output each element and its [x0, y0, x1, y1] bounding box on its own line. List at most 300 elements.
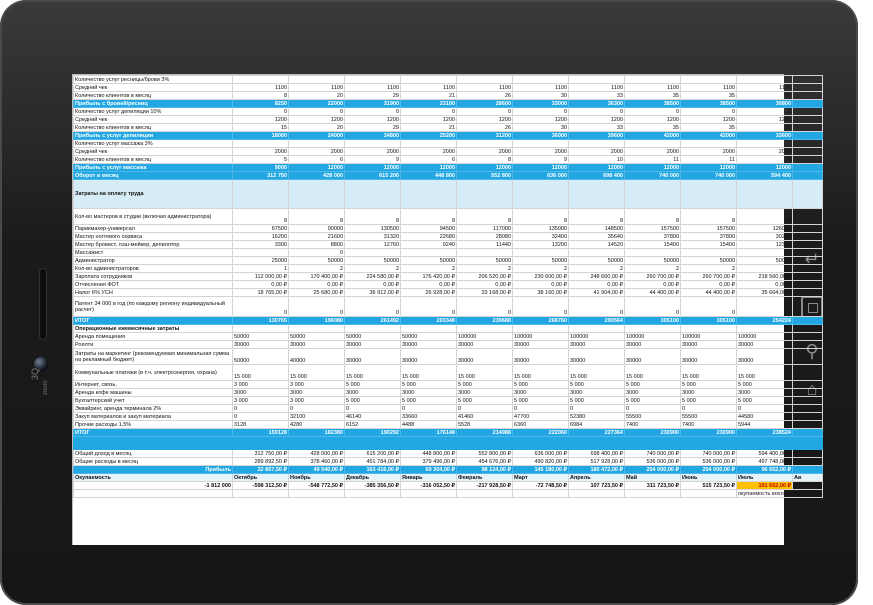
table-cell[interactable]: 30000	[401, 341, 457, 349]
table-cell[interactable]: 5 000	[345, 381, 401, 389]
table-cell[interactable]: 8	[401, 209, 457, 225]
table-cell[interactable]	[793, 349, 823, 365]
table-cell[interactable]: 50000	[737, 257, 793, 265]
table-cell[interactable]: 552 800	[457, 172, 513, 180]
table-cell[interactable]: 163 416,00 ₽	[345, 466, 401, 474]
table-cell[interactable]	[737, 180, 793, 209]
table-cell[interactable]: 1	[233, 265, 289, 273]
table-cell[interactable]: 10	[569, 156, 625, 164]
table-cell[interactable]: 22 857,50 ₽	[233, 466, 289, 474]
table-cell[interactable]: 50000	[345, 257, 401, 265]
table-cell[interactable]	[401, 76, 457, 84]
row-label[interactable]: Затраты на оплату труда	[74, 180, 233, 209]
table-cell[interactable]	[457, 437, 513, 450]
table-cell[interactable]: 2000	[569, 148, 625, 156]
table-cell[interactable]: 0	[401, 405, 457, 413]
table-cell[interactable]: 740 000,00 ₽	[625, 450, 681, 458]
table-cell[interactable]: 312 750	[233, 172, 289, 180]
table-cell[interactable]: 497 748,00 ₽	[737, 458, 793, 466]
table-cell[interactable]	[793, 289, 823, 297]
table-cell[interactable]: 3000	[457, 389, 513, 397]
table-cell[interactable]	[401, 140, 457, 148]
table-cell[interactable]: 5 000	[737, 381, 793, 389]
table-cell[interactable]: 42000	[681, 132, 737, 140]
row-label[interactable]	[74, 437, 233, 450]
table-cell[interactable]: 222060	[513, 429, 569, 437]
table-cell[interactable]: 12000	[681, 164, 737, 172]
row-label[interactable]: Закуп материалов и закуп материала	[74, 413, 233, 421]
table-cell[interactable]: 50000	[233, 349, 289, 365]
table-cell[interactable]	[793, 325, 823, 333]
table-cell[interactable]: 218 560,00 ₽	[737, 273, 793, 281]
table-cell[interactable]: 3000	[233, 389, 289, 397]
table-cell[interactable]: 4488	[401, 421, 457, 429]
table-cell[interactable]: 55500	[625, 413, 681, 421]
table-cell[interactable]: 0,00 ₽	[681, 281, 737, 289]
table-cell[interactable]: 24000	[289, 132, 345, 140]
payback-cell[interactable]: -72 748,50 ₽	[513, 482, 569, 490]
table-cell[interactable]: 594 400,00 ₽	[737, 450, 793, 458]
table-cell[interactable]: 14520	[569, 241, 625, 249]
table-cell[interactable]: 30000	[681, 341, 737, 349]
table-cell[interactable]	[401, 437, 457, 450]
table-cell[interactable]: 15	[233, 124, 289, 132]
table-cell[interactable]: 30	[513, 124, 569, 132]
table-cell[interactable]	[345, 437, 401, 450]
table-cell[interactable]: 8800	[289, 241, 345, 249]
table-cell[interactable]	[513, 249, 569, 257]
table-cell[interactable]: 2000	[345, 148, 401, 156]
table-cell[interactable]: 1200	[737, 116, 793, 124]
row-label[interactable]: Операционные ежемесячные затраты	[74, 325, 233, 333]
table-cell[interactable]: 42000	[625, 132, 681, 140]
payback-label[interactable]: Окупаемость	[74, 474, 233, 482]
table-cell[interactable]: 180 472,00 ₽	[569, 466, 625, 474]
table-cell[interactable]: 454 676,00 ₽	[457, 458, 513, 466]
table-cell[interactable]: 12000	[401, 164, 457, 172]
table-cell[interactable]: 44580	[737, 413, 793, 421]
table-cell[interactable]: 8	[737, 156, 793, 164]
table-cell[interactable]: 2000	[233, 148, 289, 156]
table-cell[interactable]: 1200	[345, 116, 401, 124]
table-cell[interactable]	[737, 249, 793, 257]
table-cell[interactable]: 47700	[513, 413, 569, 421]
table-cell[interactable]	[737, 140, 793, 148]
table-cell[interactable]: 0	[513, 297, 569, 317]
table-cell[interactable]: 8	[233, 209, 289, 225]
table-cell[interactable]: 230900	[681, 429, 737, 437]
table-cell[interactable]: 698 400,00 ₽	[569, 450, 625, 458]
table-cell[interactable]: 148500	[569, 225, 625, 233]
table-cell[interactable]: 9	[513, 156, 569, 164]
table-cell[interactable]: 31900	[345, 100, 401, 108]
table-cell[interactable]: 35 664,00 ₽	[737, 289, 793, 297]
table-cell[interactable]: 0	[289, 297, 345, 317]
table-cell[interactable]	[289, 325, 345, 333]
table-cell[interactable]: 615 200,00 ₽	[345, 450, 401, 458]
table-cell[interactable]: 448 800	[401, 172, 457, 180]
table-cell[interactable]: 100000	[681, 333, 737, 341]
table-cell[interactable]: 50000	[401, 333, 457, 341]
table-cell[interactable]: 30000	[513, 341, 569, 349]
table-cell[interactable]: 2	[401, 265, 457, 273]
table-cell[interactable]: 38500	[625, 100, 681, 108]
table-cell[interactable]: 224 580,00 ₽	[345, 273, 401, 281]
table-cell[interactable]	[457, 76, 513, 84]
table-cell[interactable]: 159128	[233, 429, 289, 437]
table-cell[interactable]: 0	[625, 405, 681, 413]
table-cell[interactable]: 204 000,00 ₽	[625, 466, 681, 474]
table-cell[interactable]: 50000	[401, 257, 457, 265]
table-cell[interactable]: 552 800,00 ₽	[457, 450, 513, 458]
payback-cell[interactable]: -385 356,50 ₽	[345, 482, 401, 490]
table-cell[interactable]: 50000	[289, 257, 345, 265]
table-cell[interactable]: 740 000	[625, 172, 681, 180]
table-cell[interactable]: 8250	[233, 100, 289, 108]
table-cell[interactable]	[569, 490, 625, 498]
table-cell[interactable]: 203348	[401, 317, 457, 325]
table-cell[interactable]: 12000	[457, 164, 513, 172]
table-cell[interactable]	[233, 490, 289, 498]
table-cell[interactable]: 1200	[625, 116, 681, 124]
table-cell[interactable]: 5 000	[625, 397, 681, 405]
table-cell[interactable]: 1100	[289, 84, 345, 92]
row-label[interactable]: Прибыль с услуг депиляции	[74, 132, 233, 140]
table-cell[interactable]: 238524	[737, 429, 793, 437]
table-cell[interactable]: 7400	[625, 421, 681, 429]
table-cell[interactable]	[289, 140, 345, 148]
table-cell[interactable]: 112 000,00 ₽	[233, 273, 289, 281]
table-cell[interactable]: 0,00 ₽	[401, 281, 457, 289]
table-cell[interactable]: 3 000	[233, 381, 289, 389]
table-cell[interactable]	[345, 325, 401, 333]
table-cell[interactable]	[737, 325, 793, 333]
table-cell[interactable]: 3300	[233, 241, 289, 249]
month-header[interactable]: Октябрь	[233, 474, 289, 482]
table-cell[interactable]: 20	[289, 92, 345, 100]
table-cell[interactable]: 451 784,00 ₽	[345, 458, 401, 466]
table-cell[interactable]: 30240	[737, 233, 793, 241]
table-cell[interactable]: 0	[233, 413, 289, 421]
row-label[interactable]: Коммунальные платежи (в т.ч. электроэнергия, охрана)	[74, 365, 233, 381]
table-cell[interactable]: 5 000	[457, 397, 513, 405]
table-cell[interactable]: 15 000	[625, 365, 681, 381]
table-cell[interactable]	[74, 490, 233, 498]
table-cell[interactable]: 38 160,00 ₽	[513, 289, 569, 297]
table-cell[interactable]	[793, 76, 823, 84]
table-cell[interactable]: 35	[681, 124, 737, 132]
table-cell[interactable]: 2	[569, 265, 625, 273]
table-cell[interactable]	[289, 437, 345, 450]
table-cell[interactable]	[793, 124, 823, 132]
payback-start[interactable]: -1 812 000	[74, 482, 233, 490]
table-cell[interactable]: 8	[345, 209, 401, 225]
table-cell[interactable]	[233, 325, 289, 333]
table-cell[interactable]: 0	[457, 297, 513, 317]
table-cell[interactable]	[513, 437, 569, 450]
table-cell[interactable]: 0,00 ₽	[625, 281, 681, 289]
table-cell[interactable]: 1200	[569, 116, 625, 124]
row-label[interactable]: Количество клиентов в месяц	[74, 156, 233, 164]
table-cell[interactable]: 0	[625, 108, 681, 116]
table-cell[interactable]: 204 000,00 ₽	[681, 466, 737, 474]
table-cell[interactable]: 15 000	[681, 365, 737, 381]
table-cell[interactable]: 5 000	[401, 381, 457, 389]
table-cell[interactable]: 100000	[737, 333, 793, 341]
table-cell[interactable]	[457, 140, 513, 148]
row-label[interactable]: Мастер бровист, лэш-мейкер, депилятор	[74, 241, 233, 249]
table-cell[interactable]: 3 000	[289, 397, 345, 405]
table-cell[interactable]: 55500	[681, 413, 737, 421]
table-cell[interactable]: 38500	[681, 100, 737, 108]
table-cell[interactable]: 8	[513, 209, 569, 225]
table-cell[interactable]: 44 400,00 ₽	[681, 289, 737, 297]
table-cell[interactable]: 0	[457, 108, 513, 116]
table-cell[interactable]: 35	[681, 92, 737, 100]
table-cell[interactable]	[513, 490, 569, 498]
table-cell[interactable]	[793, 273, 823, 281]
row-label[interactable]: Отчисления ФОТ	[74, 281, 233, 289]
table-cell[interactable]: 26	[457, 92, 513, 100]
table-cell[interactable]: 157500	[681, 225, 737, 233]
table-cell[interactable]: 305100	[681, 317, 737, 325]
table-cell[interactable]	[793, 100, 823, 108]
table-cell[interactable]	[793, 397, 823, 405]
row-label[interactable]: Парикмахер-универсал	[74, 225, 233, 233]
table-cell[interactable]: 33 168,00 ₽	[457, 289, 513, 297]
table-cell[interactable]: 0	[289, 249, 345, 257]
row-label[interactable]: ИТОГ	[74, 317, 233, 325]
table-cell[interactable]: 1100	[457, 84, 513, 92]
table-cell[interactable]	[625, 325, 681, 333]
table-cell[interactable]: 30000	[513, 349, 569, 365]
table-cell[interactable]: 0	[401, 297, 457, 317]
table-cell[interactable]: 0,00 ₽	[233, 281, 289, 289]
table-cell[interactable]	[401, 180, 457, 209]
table-cell[interactable]	[401, 490, 457, 498]
table-cell[interactable]: 0	[457, 405, 513, 413]
payback-cell[interactable]: 101 652,00 ₽	[737, 482, 793, 490]
payback-cell[interactable]: -316 052,50 ₽	[401, 482, 457, 490]
table-cell[interactable]: 145 180,00 ₽	[513, 466, 569, 474]
table-cell[interactable]	[793, 381, 823, 389]
table-cell[interactable]: 0	[569, 405, 625, 413]
table-cell[interactable]: 6	[289, 156, 345, 164]
table-cell[interactable]: 9240	[401, 241, 457, 249]
row-label[interactable]: Кол-во администраторов	[74, 265, 233, 273]
table-cell[interactable]: 0	[681, 108, 737, 116]
table-cell[interactable]: 12000	[569, 164, 625, 172]
table-cell[interactable]	[233, 437, 289, 450]
table-cell[interactable]: 3128	[233, 421, 289, 429]
table-cell[interactable]: 448 800,00 ₽	[401, 450, 457, 458]
table-cell[interactable]: 536 000,00 ₽	[625, 458, 681, 466]
table-cell[interactable]: 35	[625, 92, 681, 100]
table-cell[interactable]: 50000	[513, 257, 569, 265]
table-cell[interactable]: 1200	[457, 116, 513, 124]
month-header[interactable]: Январь	[401, 474, 457, 482]
table-cell[interactable]: 29	[345, 92, 401, 100]
table-cell[interactable]: 5 000	[401, 397, 457, 405]
table-cell[interactable]	[233, 180, 289, 209]
table-cell[interactable]: 1100	[625, 84, 681, 92]
table-cell[interactable]	[233, 76, 289, 84]
table-cell[interactable]: 636 000,00 ₽	[513, 450, 569, 458]
month-header[interactable]: Февраль	[457, 474, 513, 482]
table-cell[interactable]	[793, 333, 823, 341]
table-cell[interactable]: 25000	[233, 257, 289, 265]
table-cell[interactable]: 12000	[345, 164, 401, 172]
table-cell[interactable]	[793, 249, 823, 257]
table-cell[interactable]	[793, 437, 823, 450]
table-cell[interactable]: 0	[345, 405, 401, 413]
table-cell[interactable]: 0	[681, 405, 737, 413]
row-label[interactable]: Количество услуг депиляции 10%	[74, 108, 233, 116]
table-cell[interactable]: 28600	[457, 100, 513, 108]
table-cell[interactable]	[457, 325, 513, 333]
table-cell[interactable]: 3000	[569, 389, 625, 397]
table-cell[interactable]: 698 400	[569, 172, 625, 180]
table-cell[interactable]	[793, 92, 823, 100]
table-cell[interactable]: 30	[513, 92, 569, 100]
table-cell[interactable]: 100000	[513, 333, 569, 341]
table-cell[interactable]: 6	[401, 156, 457, 164]
table-cell[interactable]: 0	[513, 405, 569, 413]
table-cell[interactable]	[793, 466, 823, 474]
table-cell[interactable]: 0	[345, 297, 401, 317]
table-cell[interactable]: 50000	[457, 257, 513, 265]
table-cell[interactable]: 378 460,00 ₽	[289, 458, 345, 466]
payback-cell[interactable]: -217 928,50 ₽	[457, 482, 513, 490]
table-cell[interactable]	[681, 437, 737, 450]
table-cell[interactable]: 49 540,00 ₽	[289, 466, 345, 474]
table-cell[interactable]	[513, 180, 569, 209]
table-cell[interactable]: 130765	[233, 317, 289, 325]
month-header[interactable]: Декабрь	[345, 474, 401, 482]
row-label[interactable]: Количество услуг массажа 3%	[74, 140, 233, 148]
table-cell[interactable]	[681, 140, 737, 148]
table-cell[interactable]: 0	[345, 108, 401, 116]
payback-cell[interactable]: -548 772,50 ₽	[289, 482, 345, 490]
table-cell[interactable]: 100000	[625, 333, 681, 341]
table-cell[interactable]: 1100	[345, 84, 401, 92]
table-cell[interactable]: 50000	[289, 333, 345, 341]
table-cell[interactable]: 100000	[457, 333, 513, 341]
table-cell[interactable]: 37800	[625, 233, 681, 241]
table-cell[interactable]: 15400	[681, 241, 737, 249]
table-cell[interactable]: 0,00 ₽	[345, 281, 401, 289]
table-cell[interactable]	[681, 76, 737, 84]
table-cell[interactable]: 1200	[513, 116, 569, 124]
table-cell[interactable]: 289 892,50 ₽	[233, 458, 289, 466]
table-cell[interactable]: 260 700,00 ₽	[625, 273, 681, 281]
table-cell[interactable]: 31200	[457, 132, 513, 140]
table-cell[interactable]: 39600	[569, 132, 625, 140]
table-cell[interactable]: 206 520,00 ₽	[457, 273, 513, 281]
table-cell[interactable]: 22680	[401, 233, 457, 241]
table-cell[interactable]	[569, 437, 625, 450]
table-cell[interactable]: 33	[569, 124, 625, 132]
table-cell[interactable]: 30000	[457, 341, 513, 349]
table-cell[interactable]: 3000	[625, 389, 681, 397]
table-cell[interactable]: 5 000	[457, 381, 513, 389]
table-cell[interactable]: 40000	[289, 349, 345, 365]
table-cell[interactable]	[289, 490, 345, 498]
table-cell[interactable]: 15 000	[737, 365, 793, 381]
table-cell[interactable]	[793, 405, 823, 413]
table-cell[interactable]: 740 000	[681, 172, 737, 180]
month-header[interactable]: Апрель	[569, 474, 625, 482]
table-cell[interactable]	[569, 76, 625, 84]
row-label[interactable]: Мастер ногтевого сервиса	[74, 233, 233, 241]
table-cell[interactable]: 1100	[401, 84, 457, 92]
table-cell[interactable]: 0,00 ₽	[569, 281, 625, 289]
table-cell[interactable]: 30000	[233, 341, 289, 349]
row-label[interactable]: Кол-во мастеров в студии (включая администратора)	[74, 209, 233, 225]
table-cell[interactable]: 260 700,00 ₽	[681, 273, 737, 281]
table-cell[interactable]: 2	[737, 265, 793, 273]
month-header[interactable]: Ноябрь	[289, 474, 345, 482]
table-cell[interactable]: 30000	[401, 349, 457, 365]
table-cell[interactable]: 176 420,00 ₽	[401, 273, 457, 281]
table-cell[interactable]	[793, 140, 823, 148]
table-cell[interactable]	[625, 249, 681, 257]
table-cell[interactable]: 50000	[345, 333, 401, 341]
row-label[interactable]: Прочие расходы 1,5%	[74, 421, 233, 429]
table-cell[interactable]	[289, 180, 345, 209]
table-cell[interactable]	[793, 108, 823, 116]
row-label[interactable]: Прибыль	[74, 466, 233, 474]
table-cell[interactable]: 1100	[737, 84, 793, 92]
table-cell[interactable]	[345, 140, 401, 148]
table-cell[interactable]: 96 652,00 ₽	[737, 466, 793, 474]
row-label[interactable]: Количество клиентов в месяц	[74, 92, 233, 100]
table-cell[interactable]: 18000	[233, 132, 289, 140]
table-cell[interactable]: 2	[345, 265, 401, 273]
table-cell[interactable]: 15400	[625, 241, 681, 249]
table-cell[interactable]: 1200	[681, 116, 737, 124]
table-cell[interactable]	[569, 325, 625, 333]
table-cell[interactable]: 636 000	[513, 172, 569, 180]
table-cell[interactable]: 5 000	[513, 397, 569, 405]
row-label[interactable]: Затраты на маркетинг (рекомендуемая минимальная сумма на рекламный бюджет)	[74, 349, 233, 365]
table-cell[interactable]	[793, 413, 823, 421]
row-label[interactable]: Общий доход в месяц	[74, 450, 233, 458]
table-cell[interactable]: 25200	[401, 132, 457, 140]
table-cell[interactable]	[625, 76, 681, 84]
table-cell[interactable]	[793, 365, 823, 381]
row-label[interactable]: Патент 34 000 в год (по каждому региону индивидуальный расчет)	[74, 297, 233, 317]
table-cell[interactable]: 30000	[625, 341, 681, 349]
table-cell[interactable]: 2	[289, 265, 345, 273]
table-cell[interactable]: 5 000	[625, 381, 681, 389]
table-cell[interactable]: 126000	[737, 225, 793, 233]
table-cell[interactable]	[569, 140, 625, 148]
table-cell[interactable]: 5 000	[569, 381, 625, 389]
table-cell[interactable]	[793, 132, 823, 140]
table-cell[interactable]: 2000	[737, 148, 793, 156]
table-cell[interactable]: 12760	[345, 241, 401, 249]
table-cell[interactable]	[793, 281, 823, 289]
table-cell[interactable]: 0	[625, 297, 681, 317]
table-cell[interactable]: 30800	[737, 100, 793, 108]
table-cell[interactable]: 21	[401, 92, 457, 100]
table-cell[interactable]: 2000	[681, 148, 737, 156]
table-cell[interactable]: 3 000	[289, 381, 345, 389]
table-cell[interactable]	[233, 140, 289, 148]
table-cell[interactable]	[793, 450, 823, 458]
table-cell[interactable]: 5 000	[513, 381, 569, 389]
